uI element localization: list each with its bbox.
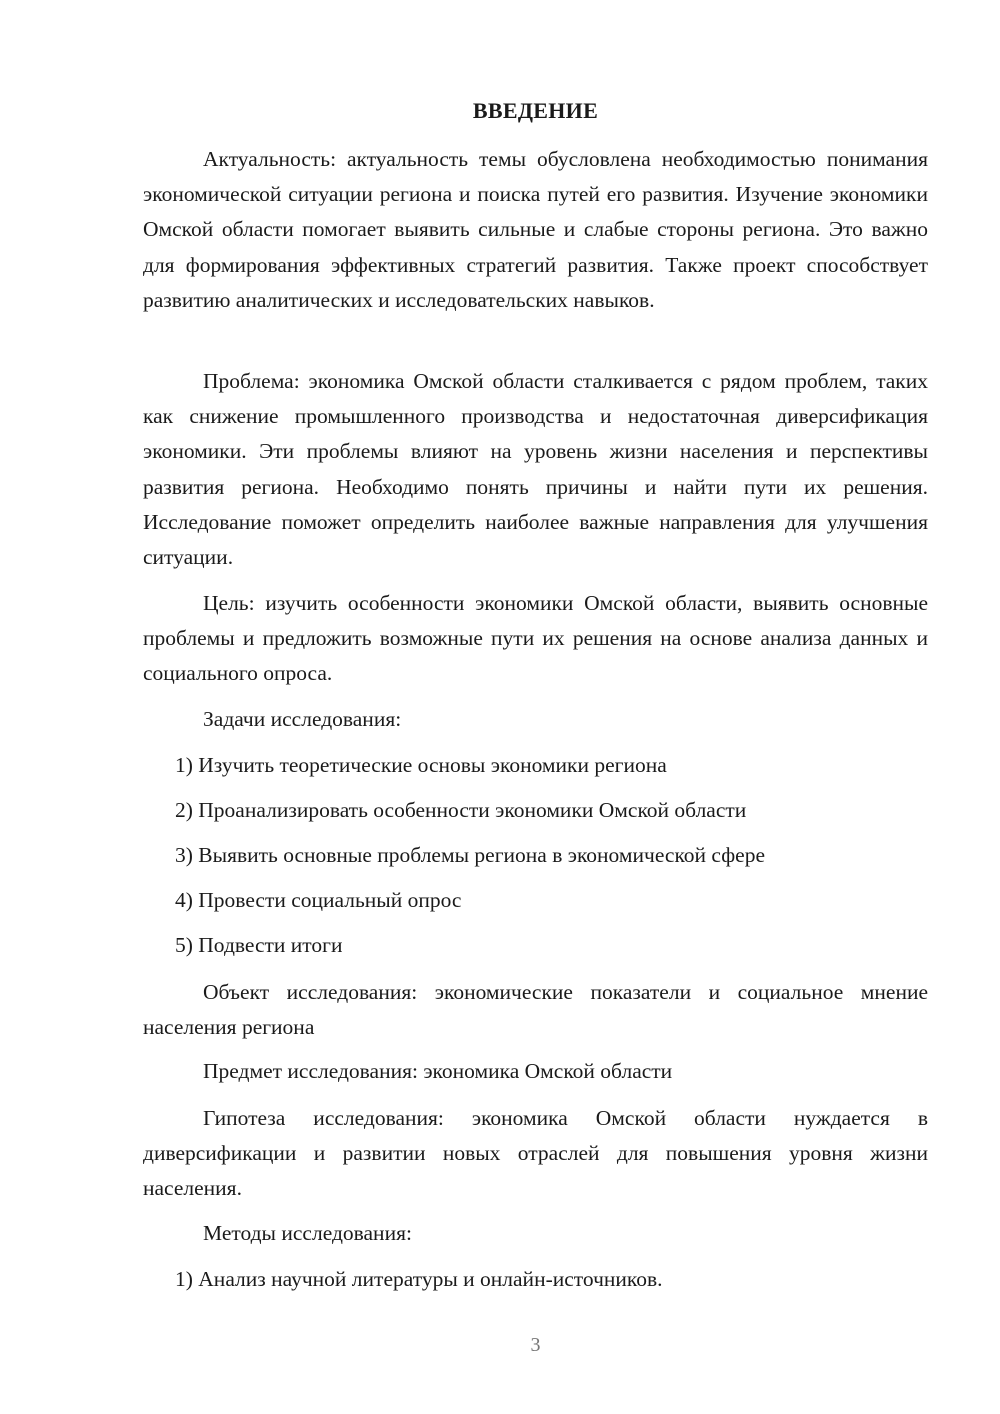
task-item: 3) Выявить основные проблемы региона в экономической сфере <box>175 843 766 867</box>
task-item: 1) Изучить теоретические основы экономики региона <box>175 753 667 777</box>
methods-title: Методы исследования: <box>203 1221 412 1245</box>
method-item: 1) Анализ научной литературы и онлайн-источников. <box>175 1267 663 1291</box>
paragraph-relevance: Актуальность: актуальность темы обусловлена необходимостью понимания экономической ситуации региона и поиска путей его развития. Изучение экономики Омской области помогает выявить сильные и слабые стороны региона. Это важно для формирования эффективных стратегий развития. Также проект способствует развитию аналитических и исследовательских навыков. <box>143 147 928 312</box>
task-item: 4) Провести социальный опрос <box>175 888 462 912</box>
page-number: 3 <box>530 1334 541 1356</box>
tasks-title: Задачи исследования: <box>203 707 402 731</box>
task-item: 5) Подвести итоги <box>175 933 343 957</box>
paragraph-hypothesis: Гипотеза исследования: экономика Омской области нуждается в диверсификации и развитии новых отраслей для повышения уровня жизни населения. <box>143 1106 928 1201</box>
document-page <box>143 0 928 1414</box>
paragraph-goal: Цель: изучить особенности экономики Омской области, выявить основные проблемы и предложить возможные пути их решения на основе анализа данных и социального опроса. <box>143 591 928 686</box>
task-item: 2) Проанализировать особенности экономики Омской области <box>175 798 747 822</box>
paragraph-object: Объект исследования: экономические показатели и социальное мнение населения региона <box>143 980 928 1040</box>
paragraph-subject: Предмет исследования: экономика Омской области <box>203 1059 673 1083</box>
section-heading: ВВЕДЕНИЕ <box>472 98 599 123</box>
paragraph-problem: Проблема: экономика Омской области сталкивается с рядом проблем, таких как снижение промышленного производства и недостаточная диверсификация экономики. Эти проблемы влияют на уровень жизни населения и перспективы развития региона. Необходимо понять причины и найти пути их решения. Исследование поможет определить наиболее важные направления для улучшения ситуации. <box>143 369 928 570</box>
